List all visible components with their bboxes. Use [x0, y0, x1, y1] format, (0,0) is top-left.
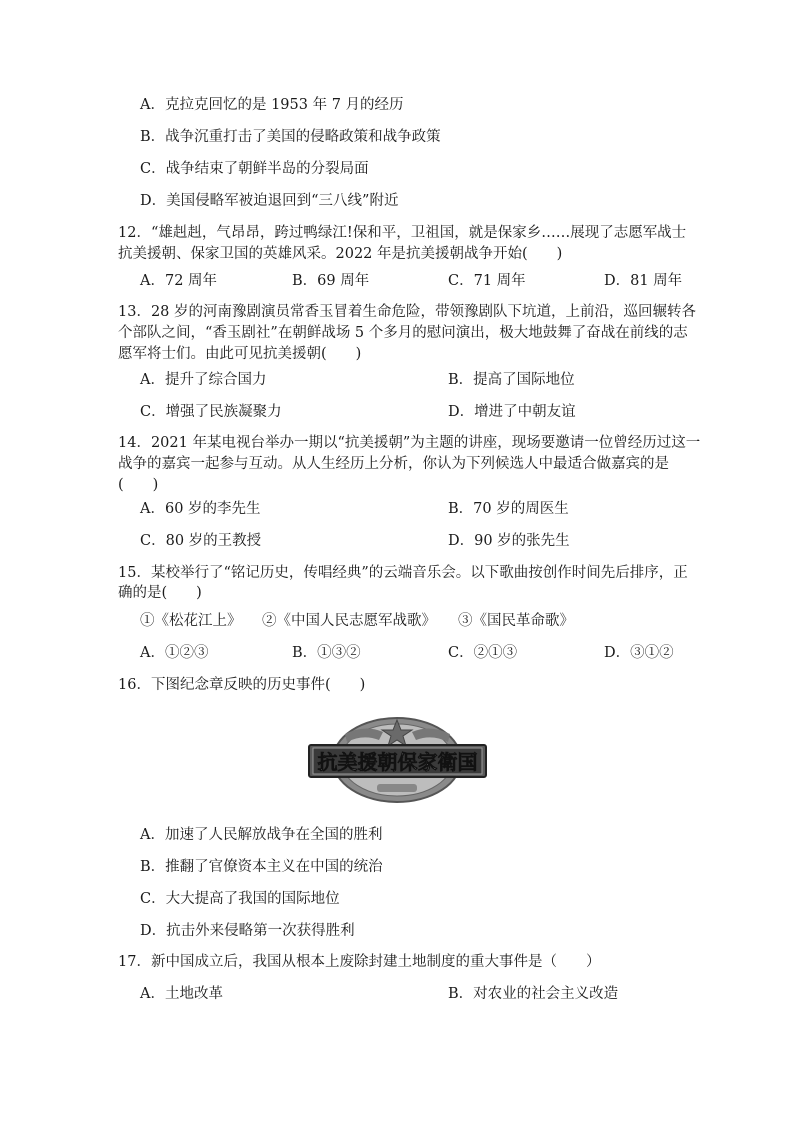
q14-option-d: D．90 岁的张先生	[448, 533, 570, 549]
badge-text: 抗美援朝保家衛国	[317, 750, 478, 774]
q15-stem-line-1: 15．某校举行了“铭记历史，传唱经典”的云端音乐会。以下歌曲按创作时间先后排序，正	[118, 565, 688, 581]
q14-option-b: B．70 岁的周医生	[448, 501, 569, 517]
q14-option-a: A．60 岁的李先生	[140, 501, 261, 517]
q15-song-2: ②《中国人民志愿军战歌》	[262, 613, 436, 629]
q14-stem-line-1: 14．2021 年某电视台举办一期以“抗美援朝”为主题的讲座，现场要邀请一位曾经历过这一	[118, 435, 701, 451]
q12-option-d: D．81 周年	[604, 273, 683, 289]
q12-option-c: C．71 周年	[448, 273, 526, 289]
q13-option-d: D．增进了中朝友谊	[448, 404, 576, 420]
q11-option-a: A．克拉克回忆的是 1953 年 7 月的经历	[140, 97, 404, 113]
q16-option-b: B．推翻了官僚资本主义在中国的统治	[140, 859, 383, 875]
q12-option-a: A．72 周年	[140, 273, 218, 289]
q13-stem-line-3: 愿军将士们。由此可见抗美援朝( )	[118, 346, 362, 362]
q15-option-d: D．③①②	[604, 645, 674, 661]
q16-option-d: D．抗击外来侵略第一次获得胜利	[140, 923, 355, 939]
q13-option-a: A．提升了综合国力	[140, 372, 267, 388]
q15-option-a: A．①②③	[140, 645, 209, 661]
q13-stem-line-2: 个部队之间，“香玉剧社”在朝鲜战场 5 个多月的慰问演出，极大地鼓舞了奋战在前线的志	[118, 325, 688, 341]
q13-option-b: B．提高了国际地位	[448, 372, 575, 388]
q13-stem-line-1: 13．28 岁的河南豫剧演员常香玉冒着生命危险，带领豫剧队下坑道，上前沿，巡回辗转各	[118, 304, 697, 320]
q11-option-c: C．战争结束了朝鲜半岛的分裂局面	[140, 161, 369, 177]
q12-stem-line-2: 抗美援朝、保家卫国的英雄风采。2022 年是抗美援朝战争开始( )	[118, 246, 563, 262]
q17-stem: 17．新中国成立后，我国从根本上废除封建土地制度的重大事件是（ ）	[118, 954, 601, 970]
q14-option-c: C．80 岁的王教授	[140, 533, 262, 549]
q11-option-b: B．战争沉重打击了美国的侵略政策和战争政策	[140, 129, 441, 145]
q15-stem-line-2: 确的是( )	[118, 585, 202, 601]
badge-bottom-inscription	[377, 784, 417, 792]
q11-option-d: D．美国侵略军被迫退回到“三八线”附近	[140, 193, 399, 209]
q16-stem: 16．下图纪念章反映的历史事件( )	[118, 677, 366, 693]
q14-stem-line-2: 战争的嘉宾一起参与互动。从人生经历上分析，你认为下列候选人中最适合做嘉宾的是	[118, 456, 669, 472]
badge-graphic	[305, 712, 490, 804]
q16-option-a: A．加速了人民解放战争在全国的胜利	[140, 827, 383, 843]
q15-option-c: C．②①③	[448, 645, 518, 661]
q12-stem-line-1: 12．“雄赳赳，气昂昂，跨过鸭绿江!保和平，卫祖国，就是保家乡……展现了志愿军战士	[118, 225, 687, 241]
q17-option-a: A．土地改革	[140, 986, 223, 1002]
q14-stem-line-3: ( )	[118, 477, 159, 493]
commemorative-badge-image	[305, 712, 490, 804]
q16-option-c: C．大大提高了我国的国际地位	[140, 891, 340, 907]
q15-option-b: B．①③②	[292, 645, 361, 661]
q17-option-b: B．对农业的社会主义改造	[448, 986, 619, 1002]
q13-option-c: C．增强了民族凝聚力	[140, 404, 282, 420]
q12-option-b: B．69 周年	[292, 273, 370, 289]
q15-song-3: ③《国民革命歌》	[458, 613, 574, 629]
q15-song-1: ①《松花江上》	[140, 613, 242, 629]
